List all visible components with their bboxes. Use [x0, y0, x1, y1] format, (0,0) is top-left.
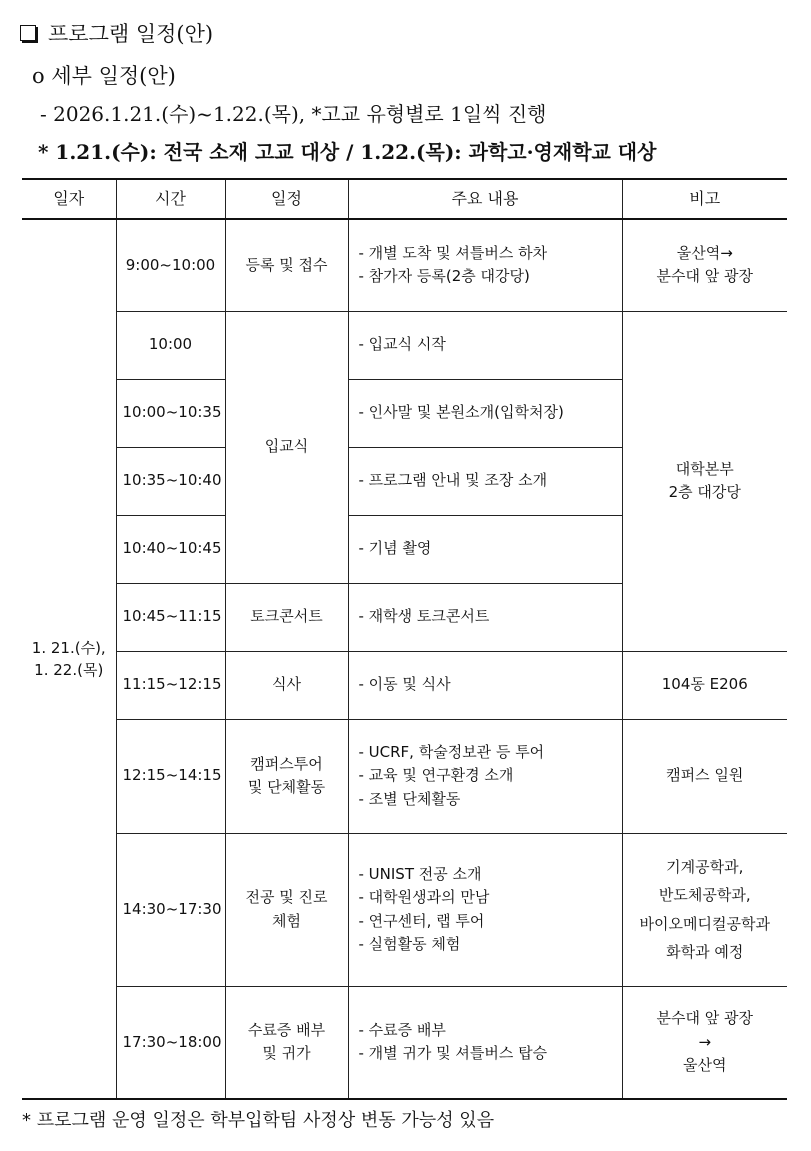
- content-cell: - 입교식 시작: [348, 311, 622, 379]
- header-content: 주요 내용: [348, 179, 622, 219]
- note-cell: 울산역→ 분수대 앞 광장: [622, 219, 787, 311]
- header-time: 시간: [116, 179, 225, 219]
- time-cell: 11:15~12:15: [116, 651, 225, 719]
- event-cell: 식사: [225, 651, 348, 719]
- time-cell: 10:00~10:35: [116, 379, 225, 447]
- table-row: [22, 986, 787, 1099]
- time-cell: 10:00: [116, 311, 225, 379]
- schedule-table: [22, 178, 787, 1100]
- note-cell: 대학본부 2층 대강당: [622, 311, 787, 651]
- table-row: [22, 719, 787, 833]
- note-cell: 캠퍼스 일원: [622, 719, 787, 833]
- time-cell: 17:30~18:00: [116, 986, 225, 1099]
- content-cell: - 인사말 및 본원소개(입학처장): [348, 379, 622, 447]
- table-row: [22, 833, 787, 986]
- note-cell: 104동 E206: [622, 651, 787, 719]
- date-cell: 1. 21.(수), 1. 22.(목): [22, 219, 116, 1099]
- content-cell: - 기념 촬영: [348, 515, 622, 583]
- event-cell: 등록 및 접수: [225, 219, 348, 311]
- header-note: 비고: [622, 179, 787, 219]
- table-header-row: [22, 179, 787, 219]
- time-cell: 10:45~11:15: [116, 583, 225, 651]
- time-cell: 14:30~17:30: [116, 833, 225, 986]
- content-cell: - 이동 및 식사: [348, 651, 622, 719]
- event-cell: 토크콘서트: [225, 583, 348, 651]
- table-row: [22, 651, 787, 719]
- section-title: [18, 18, 213, 48]
- content-cell: - 개별 도착 및 셔틀버스 하차 - 참가자 등록(2층 대강당): [348, 219, 622, 311]
- subsection-title: o 세부 일정(안): [32, 64, 176, 88]
- note-cell: 분수대 앞 광장 → 울산역: [622, 986, 787, 1099]
- section-title-text: 프로그램 일정(안): [48, 22, 214, 46]
- table-row: [22, 219, 787, 311]
- time-cell: 10:35~10:40: [116, 447, 225, 515]
- period-line: - 2026.1.21.(수)~1.22.(목), *고교 유형별로 1일씩 진행: [40, 102, 547, 126]
- target-note: * 1.21.(수): 전국 소재 고교 대상 / 1.22.(목): 과학고·영재학교 대상: [38, 140, 657, 164]
- content-cell: - 프로그램 안내 및 조장 소개: [348, 447, 622, 515]
- checkbox-square-icon: [20, 25, 36, 41]
- content-cell: - UCRF, 학술정보관 등 투어 - 교육 및 연구환경 소개 - 조별 단체활동: [348, 719, 622, 833]
- time-cell: 12:15~14:15: [116, 719, 225, 833]
- event-cell: 캠퍼스투어 및 단체활동: [225, 719, 348, 833]
- table-row: [22, 311, 787, 379]
- header-date: 일자: [22, 179, 116, 219]
- header-event: 일정: [225, 179, 348, 219]
- time-cell: 10:40~10:45: [116, 515, 225, 583]
- time-cell: 9:00~10:00: [116, 219, 225, 311]
- footnote: * 프로그램 운영 일정은 학부입학팀 사정상 변동 가능성 있음: [22, 1110, 495, 1131]
- content-cell: - UNIST 전공 소개 - 대학원생과의 만남 - 연구센터, 랩 투어 - 실험활동 체험: [348, 833, 622, 986]
- note-cell: 기계공학과, 반도체공학과, 바이오메디컬공학과 화학과 예정: [622, 833, 787, 986]
- event-cell: 수료증 배부 및 귀가: [225, 986, 348, 1099]
- event-cell: 입교식: [225, 311, 348, 583]
- content-cell: - 재학생 토크콘서트: [348, 583, 622, 651]
- event-cell: 전공 및 진로 체험: [225, 833, 348, 986]
- content-cell: - 수료증 배부 - 개별 귀가 및 셔틀버스 탑승: [348, 986, 622, 1099]
